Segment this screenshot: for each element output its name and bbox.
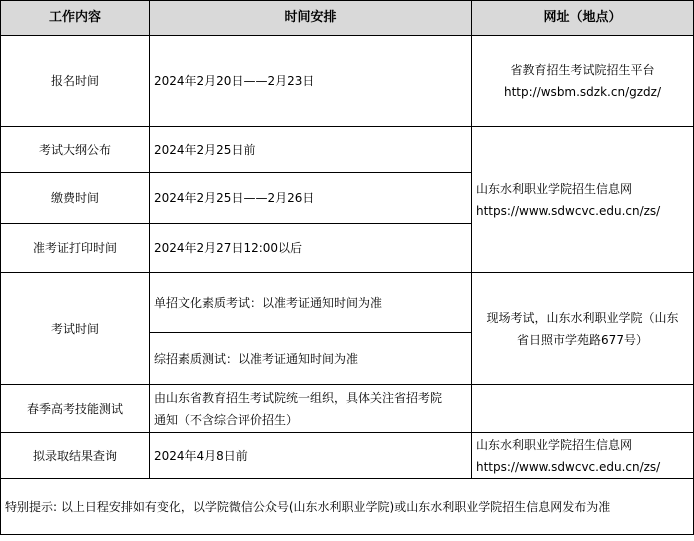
time-cell: 2024年4月8日前 xyxy=(150,433,472,479)
site-location: 现场考试，山东水利职业学院（山东 xyxy=(486,310,679,325)
table-row xyxy=(1,385,694,433)
task-cell: 春季高考技能测试 xyxy=(1,385,150,433)
time-line: 由山东省教育招生考试院统一组织，具体关注省招考院 xyxy=(154,390,443,405)
header-time: 时间安排 xyxy=(150,1,472,36)
table-row xyxy=(1,273,694,333)
header-row xyxy=(1,1,694,36)
task-cell: 准考证打印时间 xyxy=(1,224,150,273)
time-cell: 综招素质测试：以准考证通知时间为准 xyxy=(150,333,472,385)
time-line: 通知（不含综合评价招生） xyxy=(154,412,299,427)
time-cell: 单招文化素质考试：以准考证通知时间为准 xyxy=(150,273,472,333)
site-url-link[interactable]: https://www.sdwcvc.edu.cn/zs/ xyxy=(476,203,661,218)
time-cell: 2024年2月25日——2月26日 xyxy=(150,173,472,224)
site-cell xyxy=(472,36,694,127)
table-row xyxy=(1,433,694,479)
task-cell: 考试大纲公布 xyxy=(1,127,150,173)
site-cell-empty xyxy=(472,385,694,433)
site-name: 省教育招生考试院招生平台 xyxy=(510,63,655,77)
site-location: 省日照市学苑路677号） xyxy=(517,332,648,347)
time-cell: 2024年2月25日前 xyxy=(150,127,472,173)
time-cell: 2024年2月27日12:00以后 xyxy=(150,224,472,273)
time-cell xyxy=(150,385,472,433)
task-cell: 拟录取结果查询 xyxy=(1,433,150,479)
task-cell: 缴费时间 xyxy=(1,173,150,224)
site-url-link[interactable]: http://wsbm.sdzk.cn/gzdz/ xyxy=(503,85,661,99)
task-cell: 考试时间 xyxy=(1,273,150,385)
table-row xyxy=(1,36,694,127)
site-name: 山东水利职业学院招生信息网 xyxy=(476,437,633,452)
site-cell xyxy=(472,273,694,385)
table-row xyxy=(1,127,694,173)
task-cell: 报名时间 xyxy=(1,36,150,127)
special-note: 特别提示: 以上日程安排如有变化，以学院微信公众号(山东水利职业学院)或山东水利职业学院招生信息网发布为准 xyxy=(1,479,694,535)
header-site: 网址（地点） xyxy=(472,1,694,36)
site-url-link[interactable]: https://www.sdwcvc.edu.cn/zs/ xyxy=(476,459,661,474)
site-name: 山东水利职业学院招生信息网 xyxy=(476,181,633,196)
time-cell: 2024年2月20日——2月23日 xyxy=(150,36,472,127)
note-row xyxy=(1,479,694,535)
site-cell xyxy=(472,127,694,273)
header-task: 工作内容 xyxy=(1,1,150,36)
site-cell xyxy=(472,433,694,479)
